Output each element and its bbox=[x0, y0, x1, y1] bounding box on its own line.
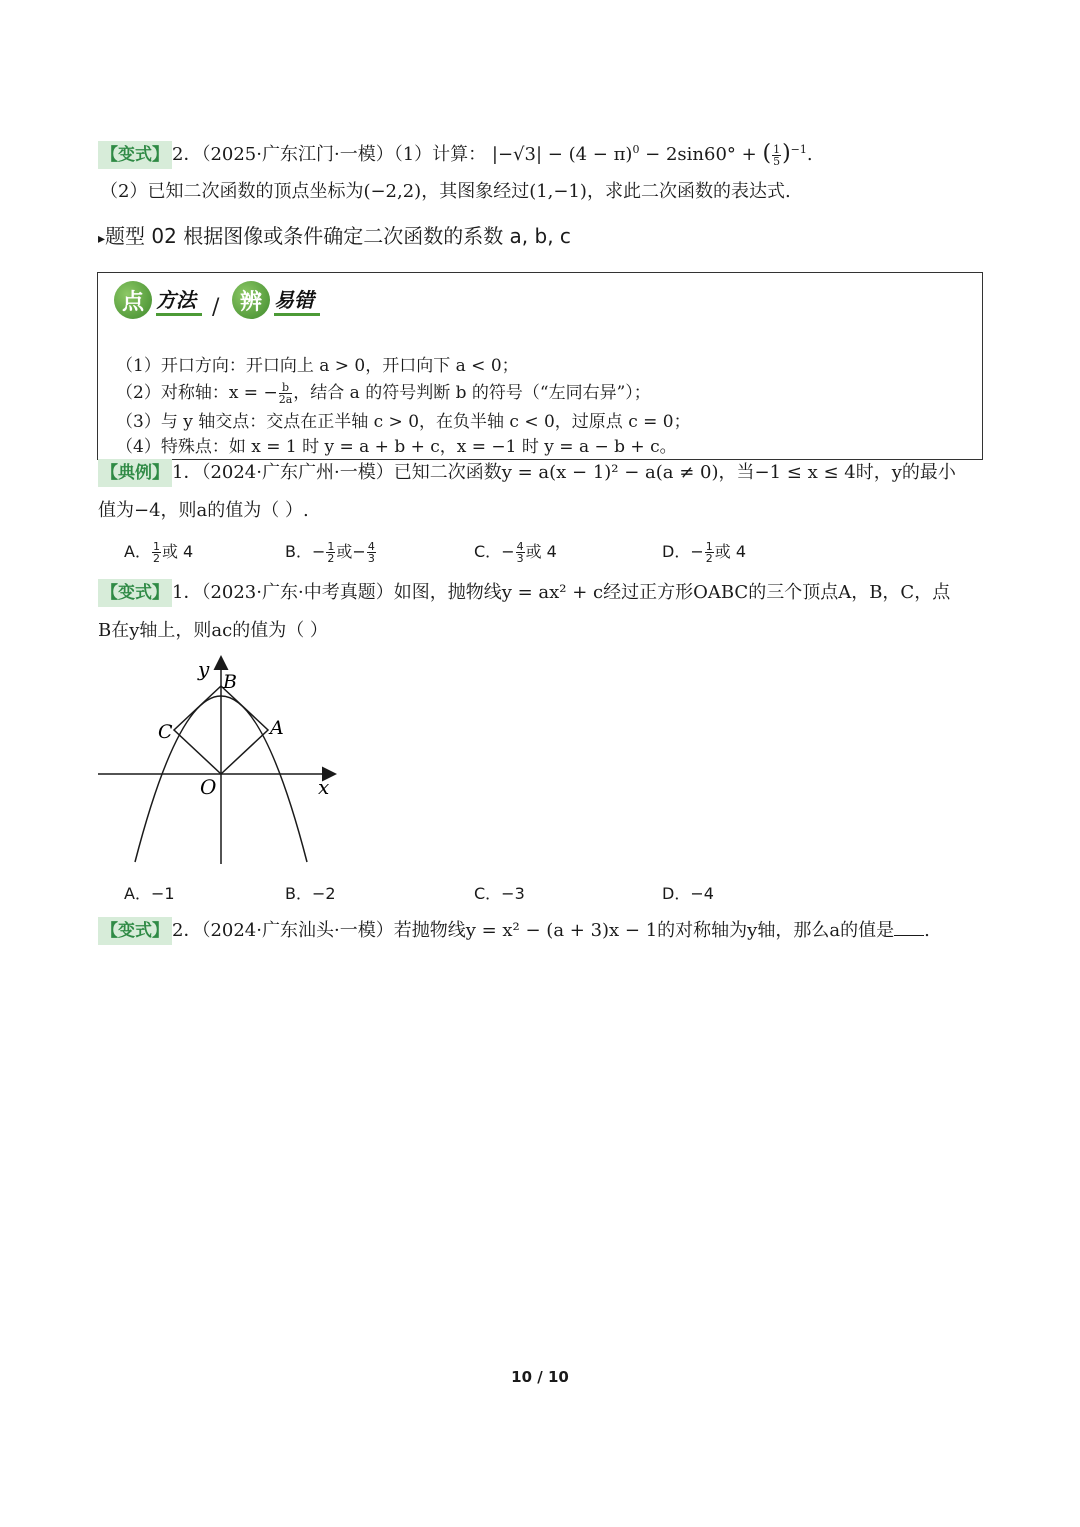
method-line-1: （1）开口方向：开口向上 a > 0，开口向下 a < 0； bbox=[116, 356, 519, 376]
badge-mistake: 辨 易错 bbox=[232, 281, 320, 319]
option-d[interactable]: D．−4 bbox=[662, 884, 714, 903]
bianshi-tag: 【变式】 bbox=[98, 579, 172, 607]
point-c-label: C bbox=[158, 721, 173, 743]
section-heading bbox=[98, 222, 571, 253]
answer-blank[interactable] bbox=[894, 917, 924, 936]
option-a[interactable]: A． $\frac{1}{2}$ 或 4 bbox=[124, 540, 194, 565]
point-b-label: B bbox=[223, 671, 237, 693]
bianshi-tag: 【变式】 bbox=[98, 917, 172, 945]
question-source: （2025·广东江门·一模） bbox=[201, 144, 394, 165]
method-line-4: （4）特殊点：如 x = 1 时 y = a + b + c，x = −1 时 y = a − b + c。 bbox=[116, 437, 677, 457]
q-bianshi-1-line2: B在y轴上，则ac的值为（ ） bbox=[98, 620, 328, 641]
x-axis-label: x bbox=[318, 775, 330, 799]
bianshi-tag: 【变式】 bbox=[98, 141, 172, 169]
point-o-label: O bbox=[200, 775, 217, 799]
parabola-figure bbox=[90, 652, 350, 874]
q-dianli-1-line2: 值为−4，则a的值为（ ）. bbox=[98, 500, 309, 521]
option-c[interactable]: C．−3 bbox=[474, 884, 525, 903]
option-a[interactable]: A．−1 bbox=[124, 884, 175, 903]
method-line-3: （3）与 y 轴交点：交点在正半轴 c > 0，在负半轴 c < 0，过原点 c = 0； bbox=[116, 412, 691, 432]
q-bianshi-2b-line: 【变式】 2．（2024·广东汕头·一模）若抛物线y = x² − (a + 3)x − 1的对称轴为y轴，那么a的值是 . bbox=[98, 917, 930, 945]
option-d[interactable]: D．− $\frac{1}{2}$ 或 4 bbox=[662, 540, 747, 565]
dian-icon: 点 bbox=[114, 281, 152, 319]
badge-slash: / bbox=[212, 295, 220, 320]
option-b[interactable]: B．−2 bbox=[285, 884, 336, 903]
q-bianshi-2-part2: （2）已知二次函数的顶点坐标为(−2,2)，其图象经过(1,−1)，求此二次函数的表达式. bbox=[100, 181, 791, 202]
bian-icon: 辨 bbox=[232, 281, 270, 319]
option-c[interactable]: C．− $\frac{4}{3}$ 或 4 bbox=[474, 540, 557, 565]
method-box bbox=[97, 272, 983, 460]
point-a-label: A bbox=[270, 717, 284, 739]
y-axis-label: y bbox=[198, 657, 210, 681]
page-number: 10 / 10 bbox=[511, 1368, 569, 1386]
math-expression: $|-√3| - (4 - \pi)^0 - 2\sin 60^\circ$ + ( $\frac{1}{5}$ )$^{-1}$. bbox=[491, 141, 813, 168]
method-line-2: （2）对称轴：x = − $\frac{b}{2a}$ ，结合 a 的符号判断 b 的符号（“左同右异”）； bbox=[116, 381, 651, 406]
triangle-marker-icon: ▸ bbox=[98, 231, 106, 247]
q-bianshi-1-line1: 【变式】 1．（2023·广东·中考真题）如图，抛物线y = ax² + c经过正方形OABC的三个顶点A，B，C，点 bbox=[98, 579, 950, 607]
q-dianli-1-line1: 【典例】 1．（2024·广东广州·一模）已知二次函数y = a(x − 1)² − a(a ≠ 0)，当−1 ≤ x ≤ 4时，y的最小 bbox=[98, 459, 956, 487]
option-b[interactable]: B．− $\frac{1}{2}$ 或− $\frac{4}{3}$ bbox=[285, 540, 375, 565]
section-title: 题型 02 根据图像或条件确定二次函数的系数 a, b, c bbox=[105, 224, 571, 248]
dianli-tag: 【典例】 bbox=[98, 459, 172, 487]
q-bianshi-2-line1: 【变式】 2．（2025·广东江门·一模）（1）计算： $|-√3| - (4 - \pi)^0 - 2\sin 60^\circ$ + ( $\frac{1}{5}$ )$^{-1}$. bbox=[98, 136, 813, 169]
badge-method: 点 方法 bbox=[114, 281, 202, 319]
